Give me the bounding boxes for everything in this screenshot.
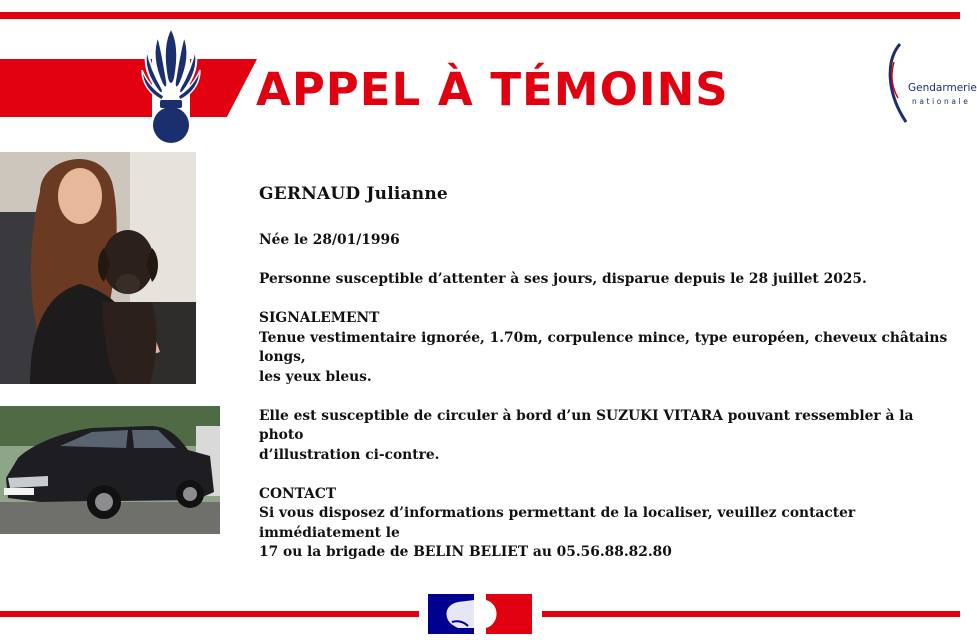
- birth-date: Née le 28/01/1996: [259, 232, 400, 248]
- bottom-red-rule-right: [542, 611, 960, 617]
- notice-body: [259, 183, 949, 563]
- top-red-rule: [0, 12, 960, 19]
- gendarmerie-logo-name: Gendarmerie: [908, 82, 977, 94]
- page-title: APPEL À TÉMOINS: [256, 63, 729, 116]
- situation-text: Personne susceptible d’attenter à ses jours, disparue depuis le 28 juillet 2025.: [259, 271, 867, 287]
- grenade-emblem-icon: [140, 26, 202, 144]
- vehicle-line-2: d’illustration ci-contre.: [259, 446, 440, 463]
- gendarmerie-logo-subtitle: nationale: [912, 97, 971, 106]
- signalement-line-1: Tenue vestimentaire ignorée, 1.70m, corpulence mince, type européen, cheveux châtains longs,: [259, 329, 948, 365]
- bottom-red-rule-left: [0, 611, 419, 617]
- signalement-heading: SIGNALEMENT: [259, 310, 380, 326]
- photo-suzuki-vitara-illustration: [0, 406, 220, 534]
- photo-missing-person-with-dog: [0, 152, 196, 384]
- signalement-line-2: les yeux bleus.: [259, 368, 372, 385]
- banner-stripe-left: [0, 59, 152, 117]
- contact-heading: CONTACT: [259, 485, 337, 502]
- vehicle-line-1: Elle est susceptible de circuler à bord d’un SUZUKI VITARA pouvant ressembler à la photo: [259, 407, 914, 443]
- contact-line-1: Si vous disposez d’informations permettant de la localiser, veuillez contacter immédiatement le: [259, 505, 856, 541]
- contact-line-2: 17 ou la brigade de BELIN BELIET au 05.56.88.82.80: [259, 544, 672, 560]
- marianne-logo: [428, 594, 532, 634]
- missing-person-name: GERNAUD Julianne: [259, 184, 448, 204]
- gendarmerie-logo: [884, 42, 977, 126]
